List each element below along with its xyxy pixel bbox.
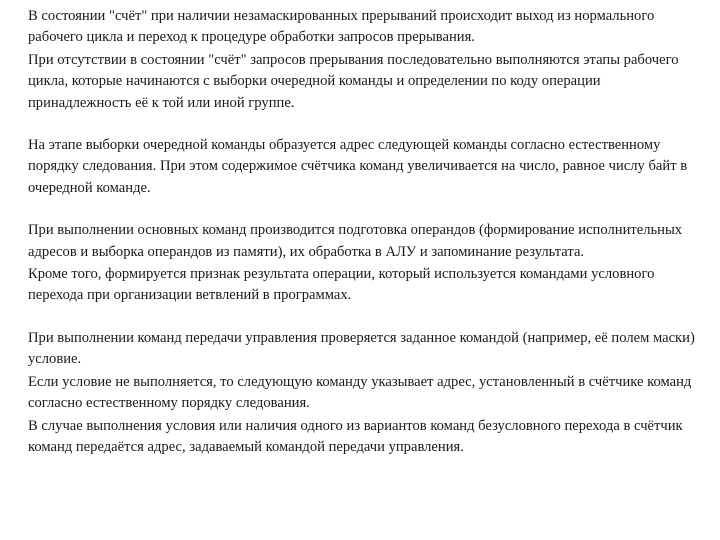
paragraph: При выполнении команд передачи управления проверяется заданное командой (например, её полем маски) условие. — [28, 329, 695, 368]
paragraph: Кроме того, формируется признак результата операции, который используется командами условного перехода при организации ветвлений в программах. — [28, 266, 655, 304]
paragraph: При отсутствии в состоянии "счёт" запросов прерывания последовательно выполняются этапы рабочего цикла, которые начинаются с выборки очередной команды и определении по коду операции принадлежность её к той или иной группе. — [28, 51, 679, 111]
section-interrupt-handling — [28, 6, 696, 114]
paragraph: В случае выполнения условия или наличия одного из вариантов команд безусловного перехода в счётчик команд передаётся адрес, задаваемый командой передачи управления. — [28, 417, 683, 455]
section-fetch-stage — [28, 135, 696, 199]
paragraph: Если условие не выполняется, то следующую команду указывает адрес, установленный в счётчике команд согласно естественному порядку следования. — [28, 373, 692, 412]
section-control-transfer — [28, 328, 696, 458]
section-basic-commands — [28, 220, 696, 307]
paragraph: При выполнении основных команд производится подготовка операндов (формирование исполнительных адресов и выборка операндов из памяти), их обработка в АЛУ и запоминание результата. — [28, 222, 683, 260]
paragraph: В состоянии "счёт" при наличии незамаскированных прерываний происходит выход из нормального рабочего цикла и переход к процедуре обработки запросов прерывания. — [28, 8, 655, 46]
paragraph: На этапе выборки очередной команды образуется адрес следующей команды согласно естественному порядку следования. При этом содержимое счётчика команд увеличивается на число, равное числу байт в очередной команде. — [28, 137, 688, 196]
